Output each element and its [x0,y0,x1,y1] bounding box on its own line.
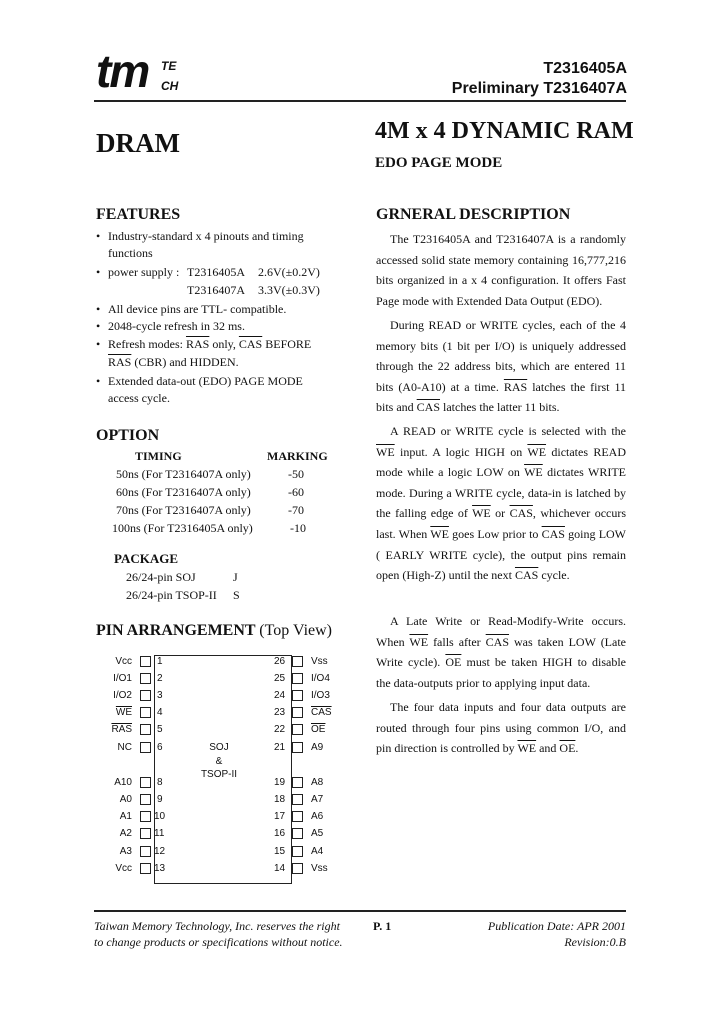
pin-pad [292,811,303,822]
pin-number: 18 [274,794,286,805]
pin-pad [292,828,303,839]
cas-signal: $\overline{CAS}$ [509,506,533,521]
pin-arrangement-title: PIN ARRANGEMENT [96,622,256,639]
pin-name: I/O4 [311,673,330,684]
before-text: BEFORE [265,337,312,351]
bullet: • [96,337,101,351]
p4-text-c: was taken LOW (Late Write cycle). [376,634,627,670]
product-type: DRAM [96,128,180,158]
pin-number: 10 [154,811,166,822]
publication-date: Publication Date: APR 2001 [487,919,626,933]
pin-pad [292,777,303,788]
p5-text-a: The four data inputs and four data outputs are routed through four pins using common I/O, and pin direction is controlled by [376,700,626,756]
pin-number: 26 [274,656,286,667]
pin-name: A6 [311,811,324,822]
feature-refresh-modes [108,336,311,353]
refresh-modes-label: Refresh modes: [108,337,183,351]
pin-pad [140,828,151,839]
pin-name: NC [117,742,132,753]
pin-pad [140,794,151,805]
pin-name: A7 [311,794,324,805]
pin-name: $\overline{RAS}$ [111,724,132,735]
feature-edo-cont: access cycle. [108,391,170,405]
cbr-hidden-text: (CBR) and HIDDEN. [134,355,239,369]
p2-text-a: During READ or WRITE cycles, each of the 4 memory bits (1 bit per I/O) is uniquely addressed through the 22 address bits, which are entered 11 bits (A0-A10) at a time. [376,318,626,394]
pin-pad [140,742,151,753]
pin-name: A3 [119,846,132,857]
header-rule [94,100,626,102]
oe-signal: $\overline{OE}$ [559,741,576,756]
ras-signal: $\overline{RAS}$ [503,379,528,394]
company-logo-sup: TE [161,59,177,73]
cas-signal: $\overline{CAS}$ [238,337,263,351]
pin-pad [292,707,303,718]
part-number: T2316405A [543,60,627,77]
we-signal: $\overline{WE}$ [524,465,543,480]
timing-100: 100ns (For T2316405A only) [112,521,253,535]
footer-disclaimer-1: Taiwan Memory Technology, Inc. reserves the right [94,919,340,933]
p3-text-e: , whichever occurs last. When [376,506,627,541]
p2-text-b: latches the first 11 bits and [376,379,626,415]
timing-70: 70ns (For T2316407A only) [116,503,251,517]
pin-pad [292,794,303,805]
bullet: • [96,229,101,243]
feature-power-407-part: T2316407A [187,283,245,297]
features-heading: FEATURES [96,206,181,223]
chip-label-tsop: TSOP-II [200,769,238,780]
footer-disclaimer-2: to change products or specifications without notice. [94,935,343,949]
timing-header: TIMING [135,449,182,463]
pin-pad [140,724,151,735]
pin-name: $\overline{CAS}$ [311,707,332,718]
p2-text-c: latches the latter 11 bits. [443,400,560,415]
description-paragraph-2 [376,315,626,418]
feature-power-405-part: T2316405A [187,265,245,279]
pin-pad [292,742,303,753]
marking-60: -60 [288,485,304,499]
pin-number: 19 [274,777,286,788]
pin-number: 2 [157,673,163,684]
pin-name: A9 [311,742,324,753]
pin-pad [140,863,151,874]
pin-name: Vss [311,656,328,667]
pin-number: 13 [154,863,166,874]
we-signal: $\overline{WE}$ [517,741,537,756]
bullet: • [96,265,101,279]
bullet: • [96,319,101,333]
timing-50: 50ns (For T2316407A only) [116,467,251,481]
marking-70: -70 [288,503,304,517]
pin-name: Vcc [115,863,132,874]
feature-edo: Extended data-out (EDO) PAGE MODE [108,374,303,388]
pin-pad [140,690,151,701]
p3-text-h: cycle. [541,568,570,583]
chip-label-soj: SOJ [209,742,229,753]
feature-industry: Industry-standard x 4 pinouts and timing [108,229,304,243]
feature-refresh-cycle: 2048-cycle refresh in 32 ms. [108,319,245,333]
p3-text-g: going LOW ( EARLY WRITE cycle), the output pins remain open (High-Z) until the next [376,526,627,583]
pin-pad [140,777,151,788]
bullet: • [96,374,101,388]
p5-and: and [539,741,557,756]
description-heading: GRNERAL DESCRIPTION [376,206,571,223]
pin-number: 8 [157,777,163,788]
preliminary-part-number: Preliminary T2316407A [451,80,627,97]
feature-power-407-value: 3.3V(±0.3V) [258,283,320,297]
cas-signal: $\overline{CAS}$ [485,634,510,649]
pin-name: I/O3 [311,690,330,701]
cas-signal: $\overline{CAS}$ [514,568,539,583]
ras-signal: $\overline{RAS}$ [185,337,210,351]
pin-number: 1 [157,656,163,667]
pin-number: 3 [157,690,163,701]
product-subtitle: EDO PAGE MODE [375,155,503,171]
pin-number: 22 [274,724,286,735]
pin-name: Vcc [115,656,132,667]
ras-signal: $\overline{RAS}$ [108,355,132,369]
p3-or: or [495,506,506,521]
pin-number: 14 [274,863,286,874]
pin-name: I/O2 [113,690,132,701]
description-paragraph-1: The T2316405A and T2316407A is a randomly accessed solid state memory containing 16,777,216 bits organized in a x 4 configuration. It offers Fast Page mode with Extended Data Output (EDO). [376,232,626,308]
pin-name: I/O1 [113,673,132,684]
pin-name: $\overline{OE}$ [311,724,326,735]
marking-header: MARKING [267,449,328,463]
pin-pad [140,811,151,822]
pin-pad [140,707,151,718]
page-number: P. 1 [373,919,392,933]
we-signal: $\overline{WE}$ [472,506,491,521]
pin-name: A0 [119,794,132,805]
pin-number: 5 [157,724,163,735]
pin-number: 17 [274,811,286,822]
we-signal: $\overline{WE}$ [376,444,395,459]
pin-number: 23 [274,707,286,718]
p3-text-d: dictates WRITE mode. During a WRITE cycle, data-in is latched by the falling edge of [376,465,626,521]
we-signal: $\overline{WE}$ [430,526,449,541]
only-text: only, [212,337,236,351]
description-paragraph-3 [376,421,626,586]
oe-signal: $\overline{OE}$ [445,655,462,670]
p4-text-a: A Late Write or Read-Modify-Write occurs. When [376,614,626,649]
p3-text-b: input. A logic HIGH on [399,444,523,459]
p3-text-f: goes Low prior to [452,526,539,541]
bullet: • [96,302,101,316]
cas-signal: $\overline{CAS}$ [541,526,565,541]
pin-name: A1 [119,811,132,822]
company-logo-sub: CH [161,79,179,93]
pin-pad [140,656,151,667]
pin-number: 11 [154,828,165,839]
pin-name: A2 [119,828,132,839]
cas-signal: $\overline{CAS}$ [416,400,441,415]
pin-number: 16 [274,828,286,839]
pin-pad [292,863,303,874]
p4-text-b: falls after [433,634,481,649]
pin-number: 4 [157,707,163,718]
pin-pad [140,673,151,684]
p3-text-a: A READ or WRITE cycle is selected with the [390,424,626,438]
marking-100: -10 [290,521,306,535]
description-paragraph-5 [376,697,626,759]
pin-number: 25 [274,673,286,684]
timing-60: 60ns (For T2316407A only) [116,485,251,499]
marking-50: -50 [288,467,304,481]
product-title: 4M x 4 DYNAMIC RAM [375,118,634,144]
p3-text-c: dictates READ mode while a logic LOW on [376,444,626,480]
pin-name: A5 [311,828,324,839]
package-soj-marking: J [233,570,238,584]
package-tsop: 26/24-pin TSOP-II [126,588,217,602]
feature-refresh-modes-cont [108,354,239,371]
pin-name: A10 [114,777,132,788]
revision: Revision:0.B [564,935,626,949]
package-tsop-marking: S [233,588,240,602]
feature-power-405-value: 2.6V(±0.2V) [258,265,320,279]
pin-number: 15 [274,846,286,857]
pin-number: 9 [157,794,163,805]
pin-pad [292,846,303,857]
pin-name: Vss [311,863,328,874]
company-logo: tm [96,45,149,97]
we-signal: $\overline{WE}$ [409,634,429,649]
pin-pad [140,846,151,857]
pin-pad [292,724,303,735]
pin-name: A8 [311,777,324,788]
option-heading: OPTION [96,427,160,444]
pin-pad [292,673,303,684]
feature-industry-cont: functions [108,246,153,260]
pin-pad [292,690,303,701]
pin-name: A4 [311,846,324,857]
pin-number: 24 [274,690,286,701]
we-signal: $\overline{WE}$ [527,444,547,459]
feature-ttl: All device pins are TTL- compatible. [108,302,287,316]
p4-text-d: must be taken HIGH to disable the data-outputs prior to applying input data. [376,655,626,690]
description-paragraph-4 [376,611,626,693]
chip-label-amp: & [215,756,223,767]
p5-end: . [575,741,579,756]
pin-arrangement-view: (Top View) [259,622,332,639]
pin-pad [292,656,303,667]
pin-number: 21 [274,742,286,753]
package-header: PACKAGE [114,551,179,566]
package-soj: 26/24-pin SOJ [126,570,196,584]
pin-number: 12 [154,846,166,857]
feature-power-label: power supply : [108,265,180,279]
pin-arrangement-heading [96,623,332,639]
pin-name: $\overline{WE}$ [115,707,132,718]
footer-rule [94,910,626,912]
pin-number: 6 [157,742,163,753]
